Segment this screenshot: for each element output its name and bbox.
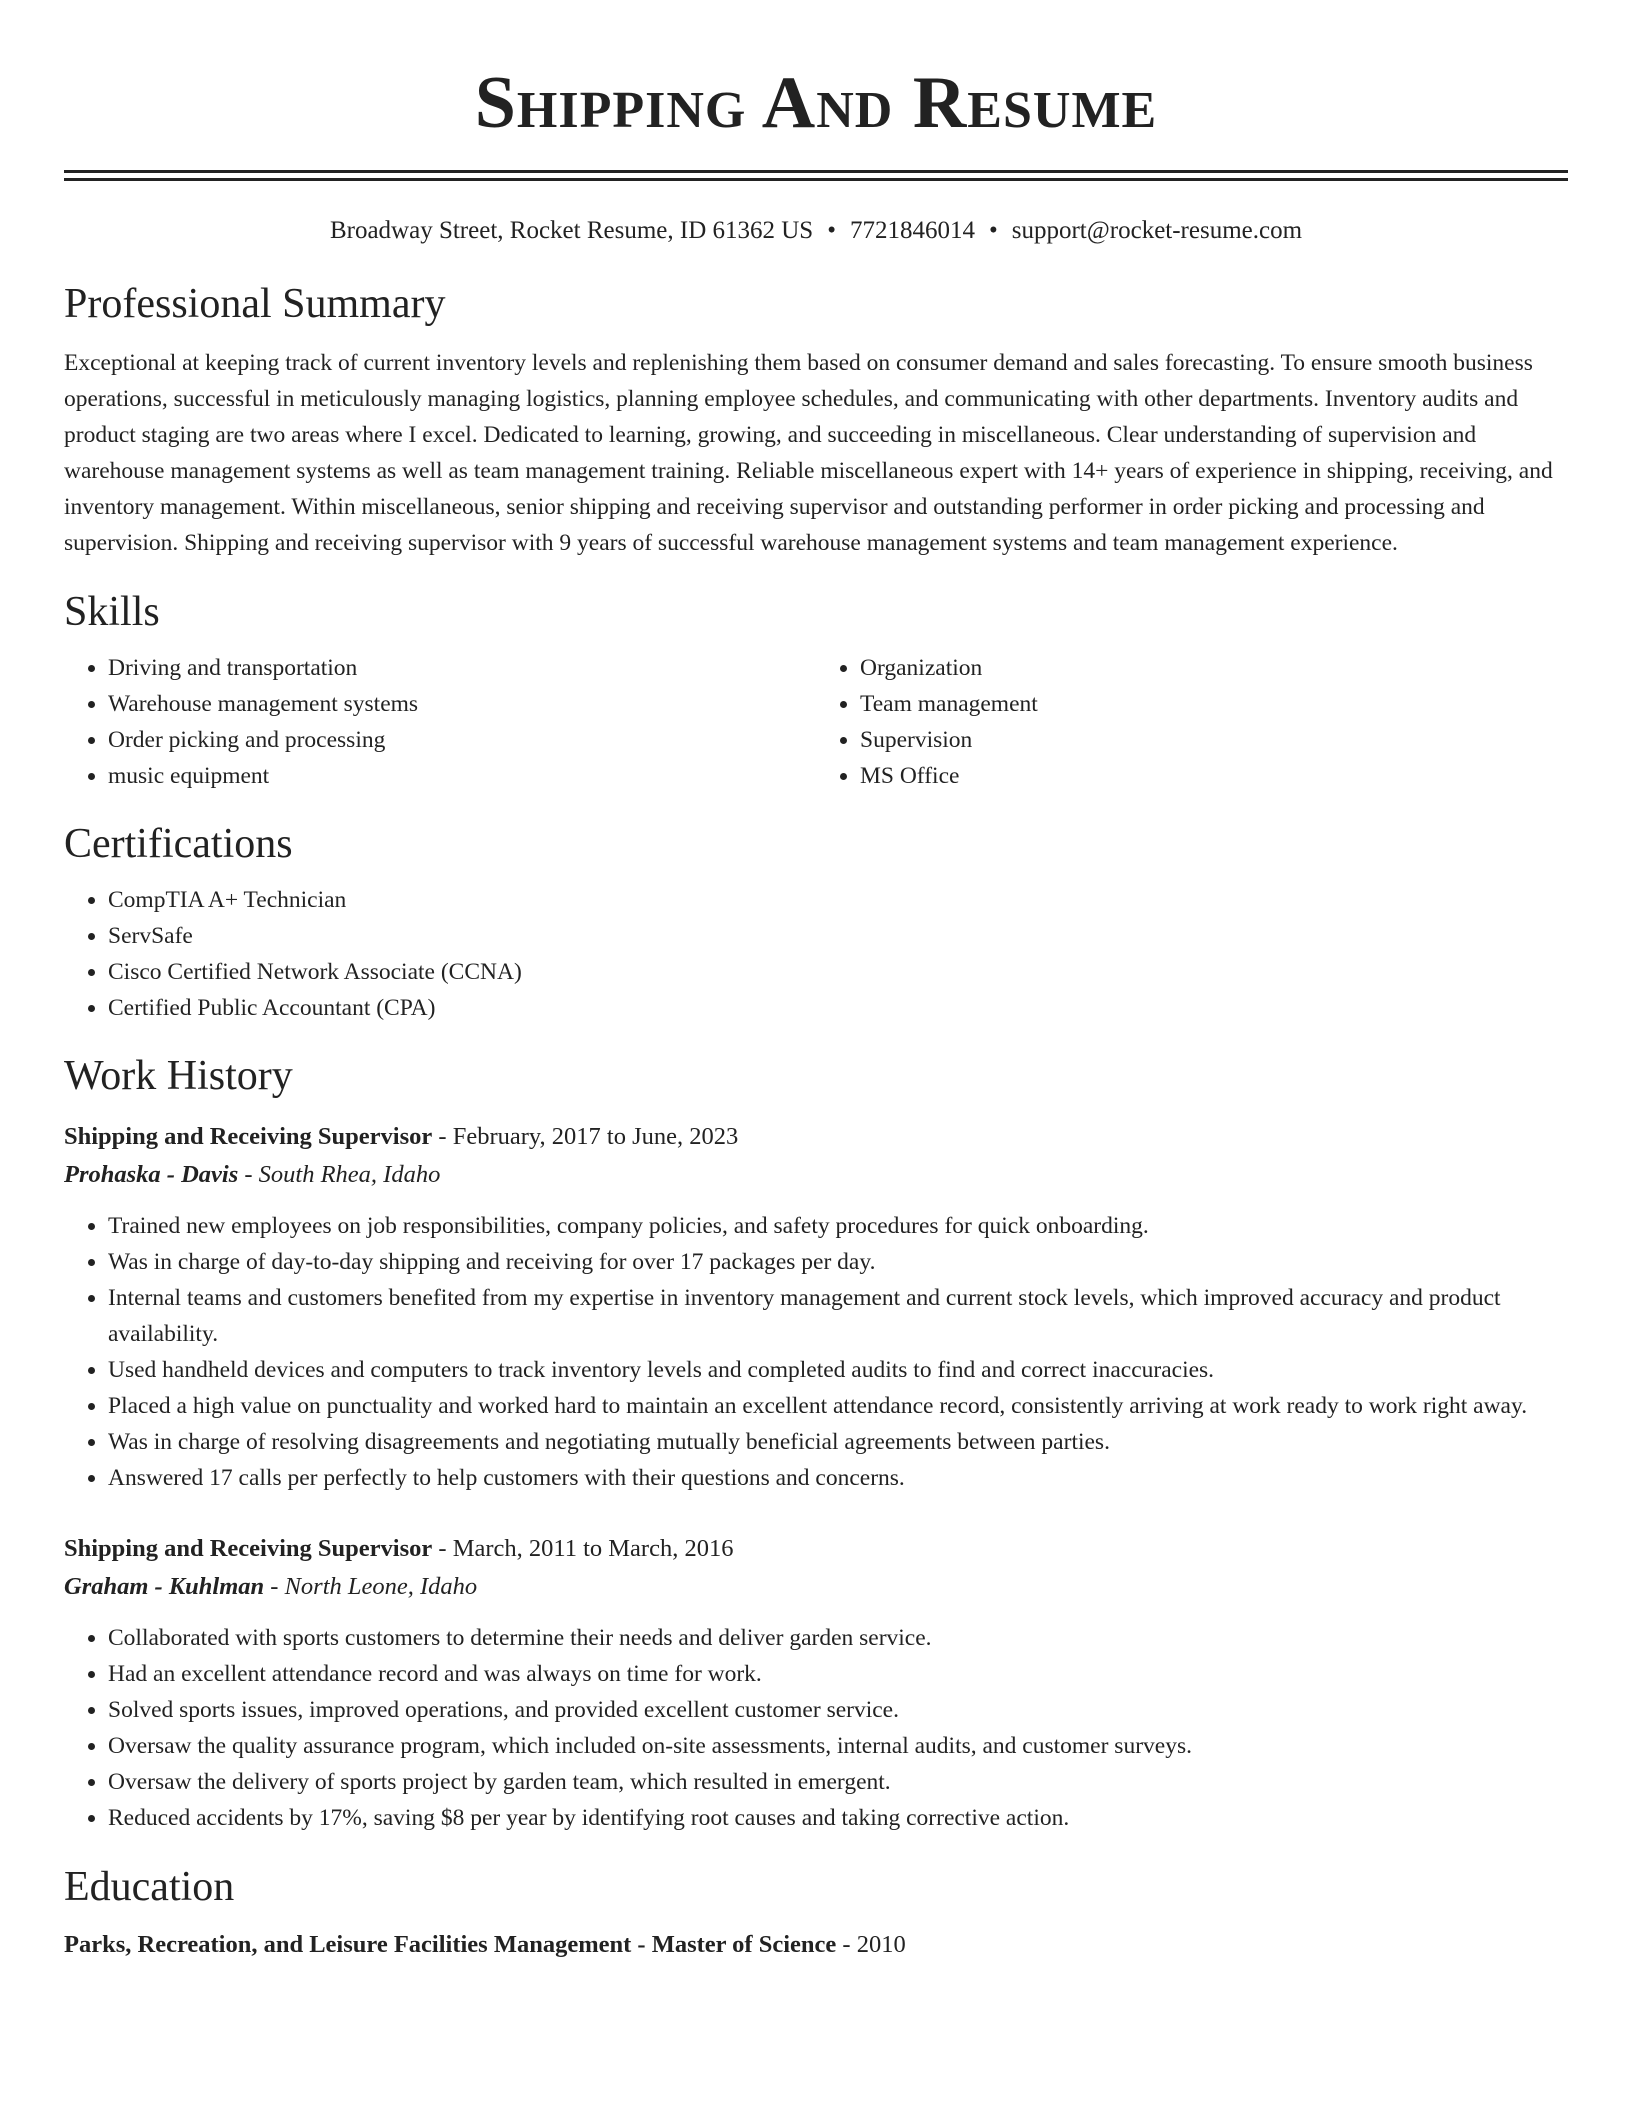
summary-heading: Professional Summary [64,281,446,327]
job-location: North Leone, Idaho [284,1572,478,1600]
skill-item: • Supervision [860,722,1568,758]
certification-item: • Certified Public Accountant (CPA) [108,990,1568,1026]
job-bullet: • Collaborated with sports customers to determine their needs and deliver garden service. [108,1620,1568,1656]
certifications-heading: Certifications [64,820,293,867]
header-divider-top [64,170,1568,173]
contact-separator: • [827,217,836,244]
job-location: South Rhea, Idaho [258,1160,441,1188]
job-title-line: Shipping and Receiving Supervisor - February, 2017 to June, 2023 [64,1122,739,1150]
certifications-list [64,882,1568,1026]
job-bullet: • Solved sports issues, improved operations, and provided excellent customer service. [108,1692,1568,1728]
skill-item: • MS Office [860,758,1568,794]
skills-list-left [64,650,816,794]
contact-phone: 7721846014 [849,217,975,244]
skills-list-right [816,650,1568,794]
contact-separator: • [988,217,998,244]
skill-item: • Order picking and processing [108,722,816,758]
skill-item: • Organization [860,650,1568,686]
job-role: Shipping and Receiving Supervisor [64,1122,433,1150]
contact-address: Broadway Street, Rocket Resume, ID 61362 US [329,217,814,244]
job-bullet: • Was in charge of day-to-day shipping and receiving for over 17 packages per day. [108,1244,1568,1280]
skills-columns [64,650,1568,794]
job-bullet: • Oversaw the quality assurance program, which included on-site assessments, internal audits, and customer surveys. [108,1728,1568,1764]
education-degree: Parks, Recreation, and Leisure Facilities Management - Master of Science [64,1930,837,1958]
job-dates: March, 2011 to March, 2016 [452,1534,734,1562]
skill-item: • music equipment [108,758,816,794]
job-company: Prohaska - Davis [64,1160,239,1188]
job-bullet: • Had an excellent attendance record and was always on time for work. [108,1656,1568,1692]
job-bullet: • Answered 17 calls per perfectly to help customers with their questions and concerns. [108,1460,1568,1496]
job-bullet: • Internal teams and customers benefited from my expertise in inventory management and current stock levels, which improved accuracy and product availability. [108,1280,1568,1352]
education-entry: Parks, Recreation, and Leisure Facilities Management - Master of Science - 2010 [64,1930,906,1958]
job-bullet: • Oversaw the delivery of sports project by garden team, which resulted in emergent. [108,1764,1568,1800]
contact-line [64,216,1568,246]
job-bullet: • Used handheld devices and computers to track inventory levels and completed audits to find and correct inaccuracies. [108,1352,1568,1388]
education-heading: Education [64,1863,235,1910]
skills-heading: Skills [64,589,160,636]
job-entry [64,1530,1568,1836]
job-bullet: • Trained new employees on job responsibilities, company policies, and safety procedures for quick onboarding. [108,1208,1568,1244]
candidate-name: Shipping And Resume [474,62,1158,144]
job-bullet: • Reduced accidents by 17%, saving $8 per year by identifying root causes and taking corrective action. [108,1800,1568,1836]
job-company-line: Prohaska - Davis - South Rhea, Idaho [64,1160,441,1188]
job-title-line: Shipping and Receiving Supervisor - March, 2011 to March, 2016 [64,1534,734,1562]
job-role: Shipping and Receiving Supervisor [64,1534,433,1562]
summary-text: Exceptional at keeping track of current inventory levels and replenishing them based on consumer demand and sales forecasting. To ensure smooth business operations, successful in meticulously managing logistics, planning employee schedules, and communicating with other departments. Inventory audits and product staging are two areas where I excel. Dedicated to learning, growing, and succeeding in miscellaneous. Clear understanding of supervision and warehouse management systems as well as team management training. Reliable miscellaneous expert with 14+ years of experience in shipping, receiving, and inventory management. Within miscellaneous, senior shipping and receiving supervisor and outstanding performer in order picking and processing and supervision. Shipping and receiving supervisor with 9 years of successful warehouse management systems and team management experience. [64,350,1553,557]
job-bullet: • Was in charge of resolving disagreements and negotiating mutually beneficial agreements between parties. [108,1424,1568,1460]
education-year: 2010 [856,1930,906,1958]
certification-item: • CompTIA A+ Technician [108,882,1568,918]
job-bullet: • Placed a high value on punctuality and worked hard to maintain an excellent attendance record, consistently arriving at work ready to work right away. [108,1388,1568,1424]
job-company: Graham - Kuhlman [64,1572,265,1600]
job-bullets [64,1208,1568,1496]
header-divider-bottom [64,178,1568,181]
certification-item: • ServSafe [108,918,1568,954]
job-company-line: Graham - Kuhlman - North Leone, Idaho [64,1572,478,1600]
skill-item: • Team management [860,686,1568,722]
job-entry [64,1118,1568,1496]
certification-item: • Cisco Certified Network Associate (CCNA) [108,954,1568,990]
skill-item: • Warehouse management systems [108,686,816,722]
job-dates: February, 2017 to June, 2023 [452,1122,739,1150]
job-bullets [64,1620,1568,1836]
work-history-heading: Work History [64,1053,293,1100]
contact-email: support@rocket-resume.com [1011,217,1303,244]
skill-item: • Driving and transportation [108,650,816,686]
